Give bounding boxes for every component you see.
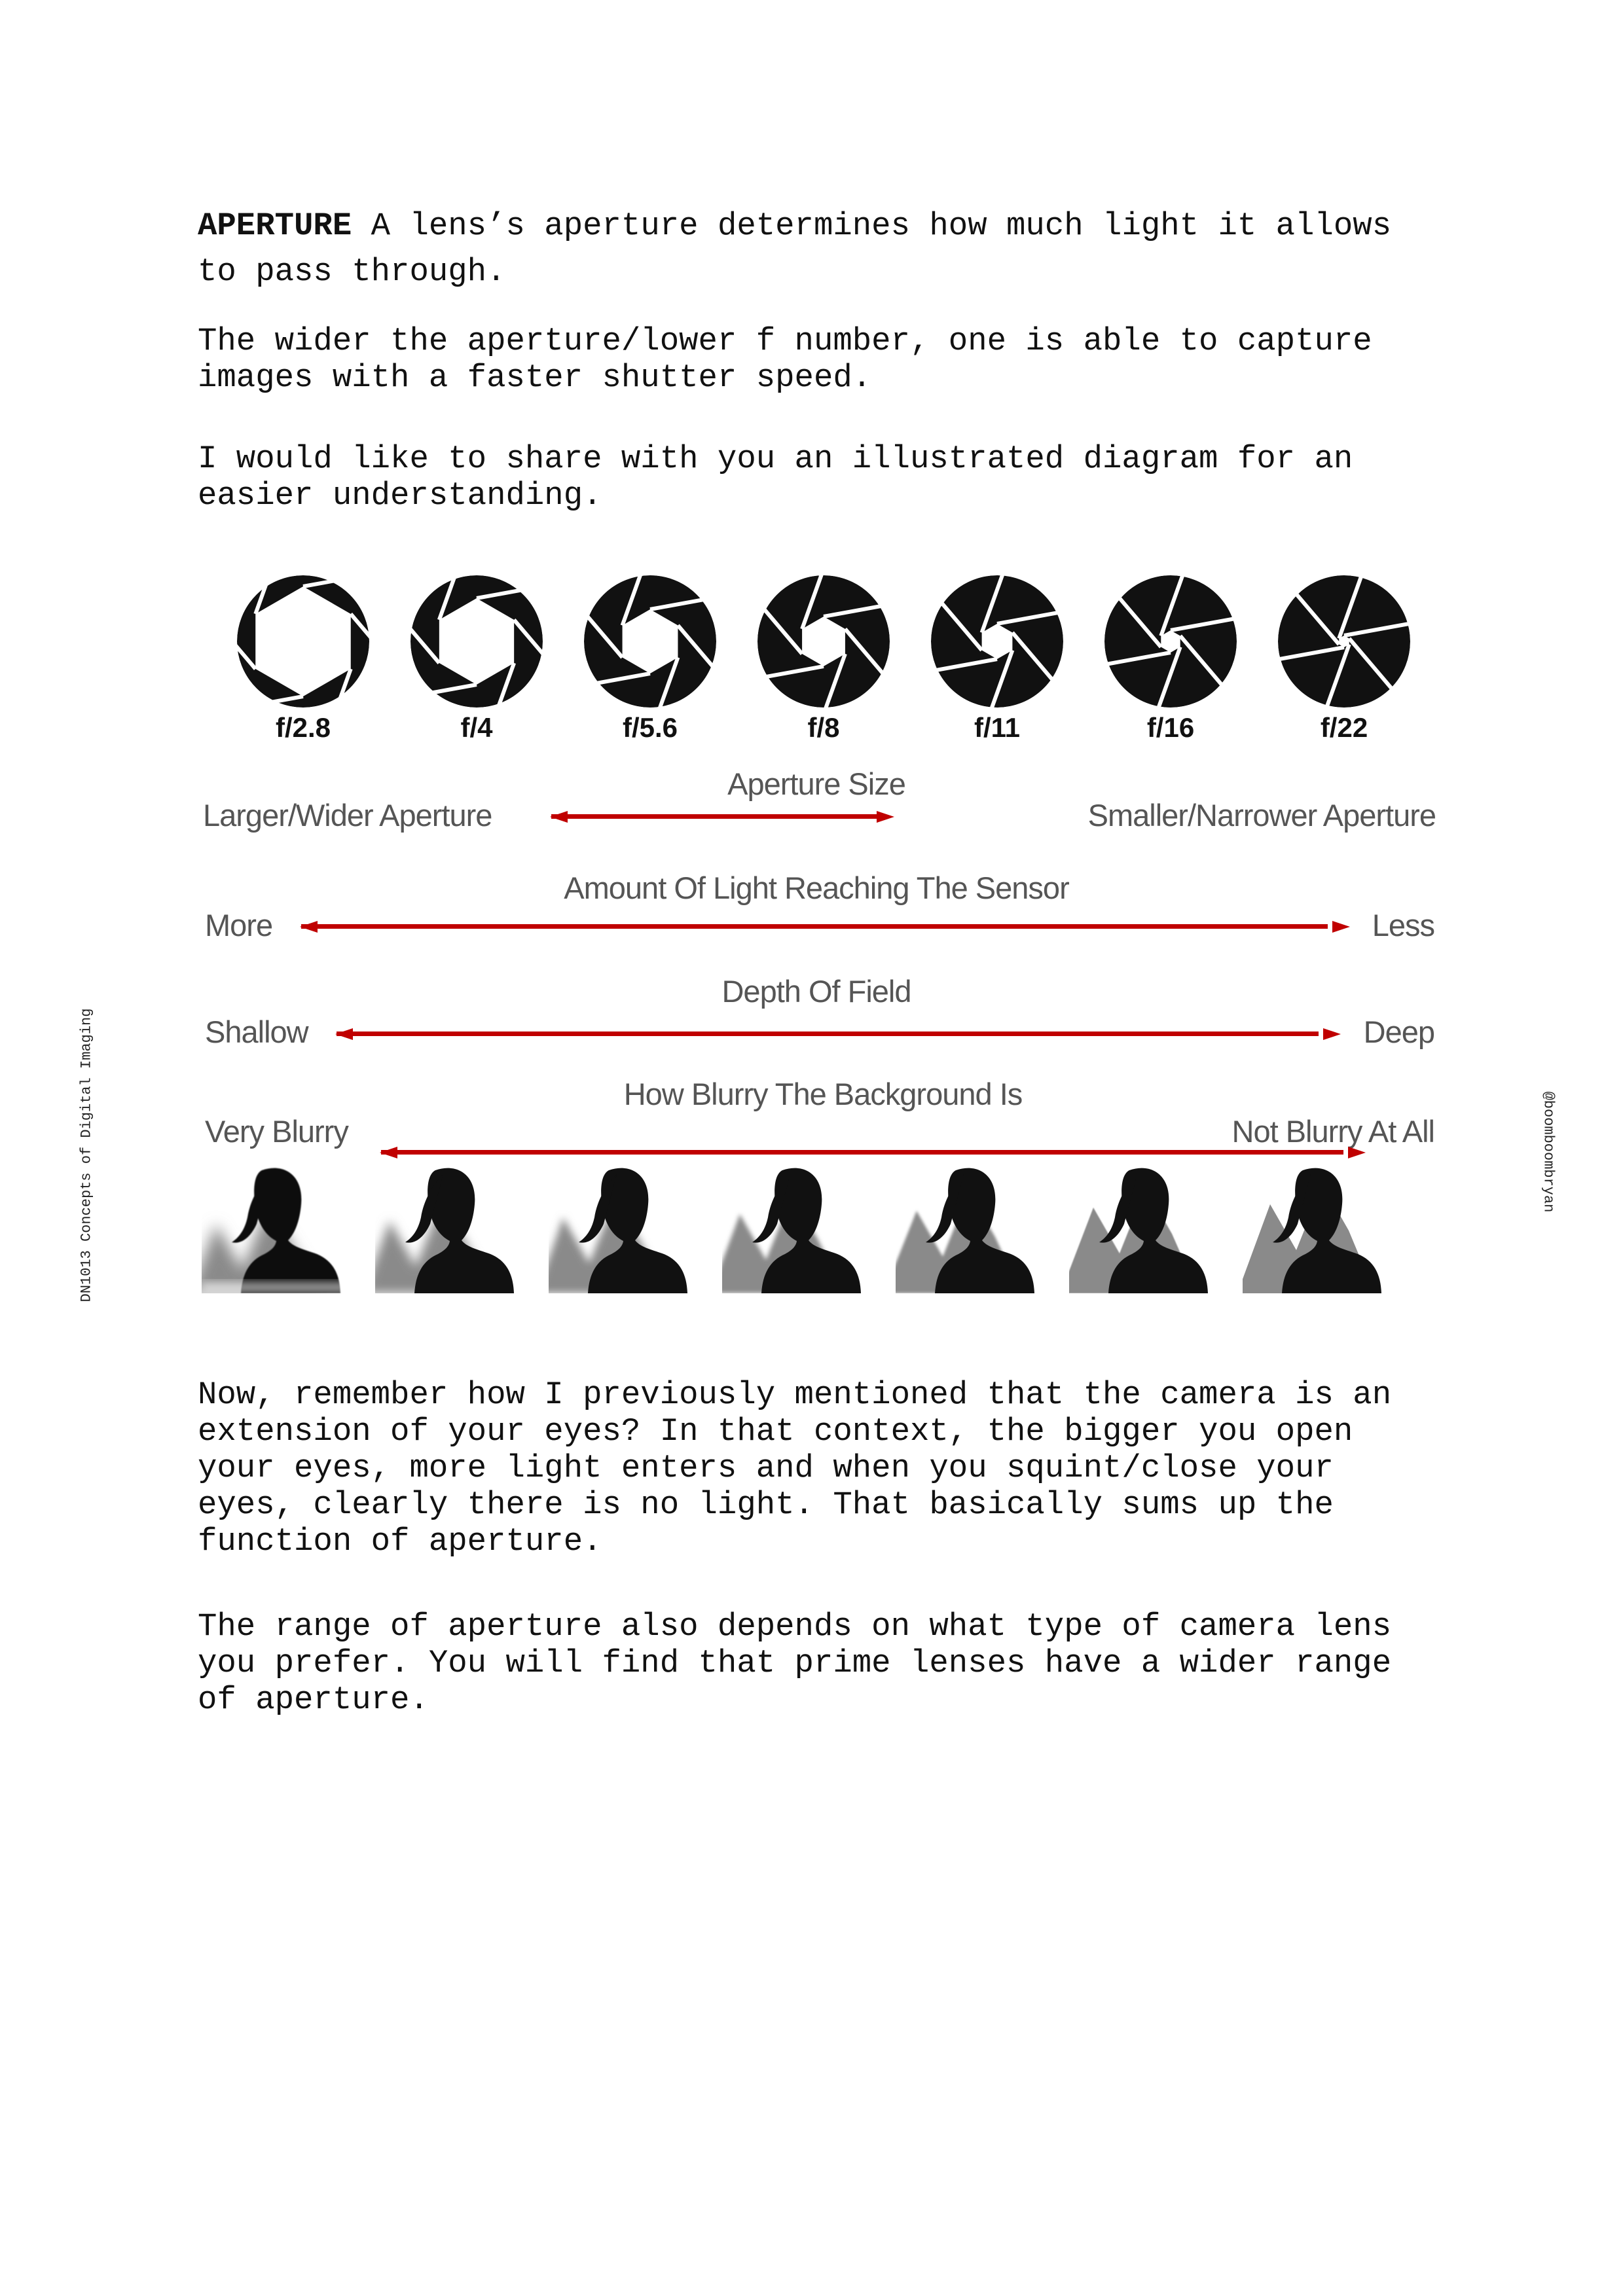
aperture-term: APERTURE (198, 207, 352, 244)
double-arrow-icon (335, 1028, 1341, 1040)
portrait-image-f5.6 (537, 1168, 687, 1293)
portrait-image-f11 (884, 1168, 1034, 1293)
person-silhouette-icon (1273, 1168, 1381, 1293)
scale-right-label: Not Blurry At All (1231, 1114, 1434, 1149)
fstop-label: f/16 (1146, 712, 1195, 743)
wider-aperture-paragraph: The wider the aperture/lower f number, one is able to capture images with a faster shutter speed. (198, 323, 1372, 396)
aperture-icon-f5.6 (566, 556, 734, 738)
author-handle: @boomboombryan (1540, 1091, 1557, 1213)
portrait-image-f4 (363, 1168, 514, 1293)
scale-light-amount (205, 870, 1434, 942)
portrait-image-f2.8 (196, 1168, 361, 1293)
scale-depth-of-field (205, 974, 1434, 1049)
aperture-icon-f22 (1260, 558, 1428, 725)
double-arrow-icon (300, 921, 1350, 933)
scale-background-blur (205, 1077, 1434, 1158)
aperture-icon-f11 (913, 556, 1081, 730)
person-silhouette-icon (579, 1168, 687, 1293)
scale-left-label: Very Blurry (205, 1114, 348, 1149)
scale-left-label: Shallow (205, 1014, 308, 1049)
person-silhouette-icon (405, 1168, 514, 1293)
scale-aperture-size (203, 766, 1436, 833)
double-arrow-icon (380, 1147, 1366, 1158)
scale-title: Aperture Size (727, 766, 905, 801)
portrait-image-f8 (710, 1168, 861, 1293)
portrait-image-f22 (1237, 1168, 1381, 1293)
fstop-label: f/2.8 (275, 712, 331, 743)
scale-right-label: Deep (1363, 1014, 1434, 1049)
scale-title: How Blurry The Background Is (623, 1077, 1023, 1111)
scale-title: Amount Of Light Reaching The Sensor (564, 870, 1069, 905)
intro-paragraph (198, 203, 1442, 295)
fstop-label: f/5.6 (622, 712, 678, 743)
lens-range-paragraph: The range of aperture also depends on what type of camera lens you prefer. You will find that prime lenses have a wider range of aperture. (198, 1608, 1392, 1718)
aperture-diagram (196, 556, 1440, 1309)
eyes-analogy-paragraph: Now, remember how I previously mentioned that the camera is an extension of your eyes? In that context, the bigger you open your eyes, more light enters and when you squint/close your eyes, clearly there is no light. That basically sums up the function of aperture. (198, 1376, 1392, 1560)
double-arrow-icon (550, 811, 894, 823)
scale-title: Depth Of Field (721, 974, 911, 1009)
person-silhouette-icon (232, 1168, 340, 1293)
course-label: DN1013 Concepts of Digital Imaging (78, 1008, 95, 1302)
aperture-definition: A lens’s aperture determines how much light it allows to pass through. (198, 207, 1392, 290)
person-silhouette-icon (752, 1168, 861, 1293)
scale-right-label: Less (1372, 908, 1434, 942)
scale-left-label: More (205, 908, 273, 942)
fstop-label: f/22 (1320, 712, 1368, 743)
aperture-icon-f8 (740, 556, 907, 734)
portrait-image-f16 (1061, 1168, 1208, 1293)
fstop-label: f/4 (460, 712, 493, 743)
aperture-icon-f16 (1087, 556, 1254, 727)
scale-left-label: Larger/Wider Aperture (203, 798, 492, 833)
fstop-label: f/8 (807, 712, 840, 743)
person-silhouette-icon (1099, 1168, 1208, 1293)
diagram-intro-paragraph: I would like to share with you an illustrated diagram for an easier understanding. (198, 440, 1353, 514)
fstop-label: f/11 (974, 712, 1021, 743)
person-silhouette-icon (926, 1168, 1034, 1293)
scale-right-label: Smaller/Narrower Aperture (1087, 798, 1436, 833)
